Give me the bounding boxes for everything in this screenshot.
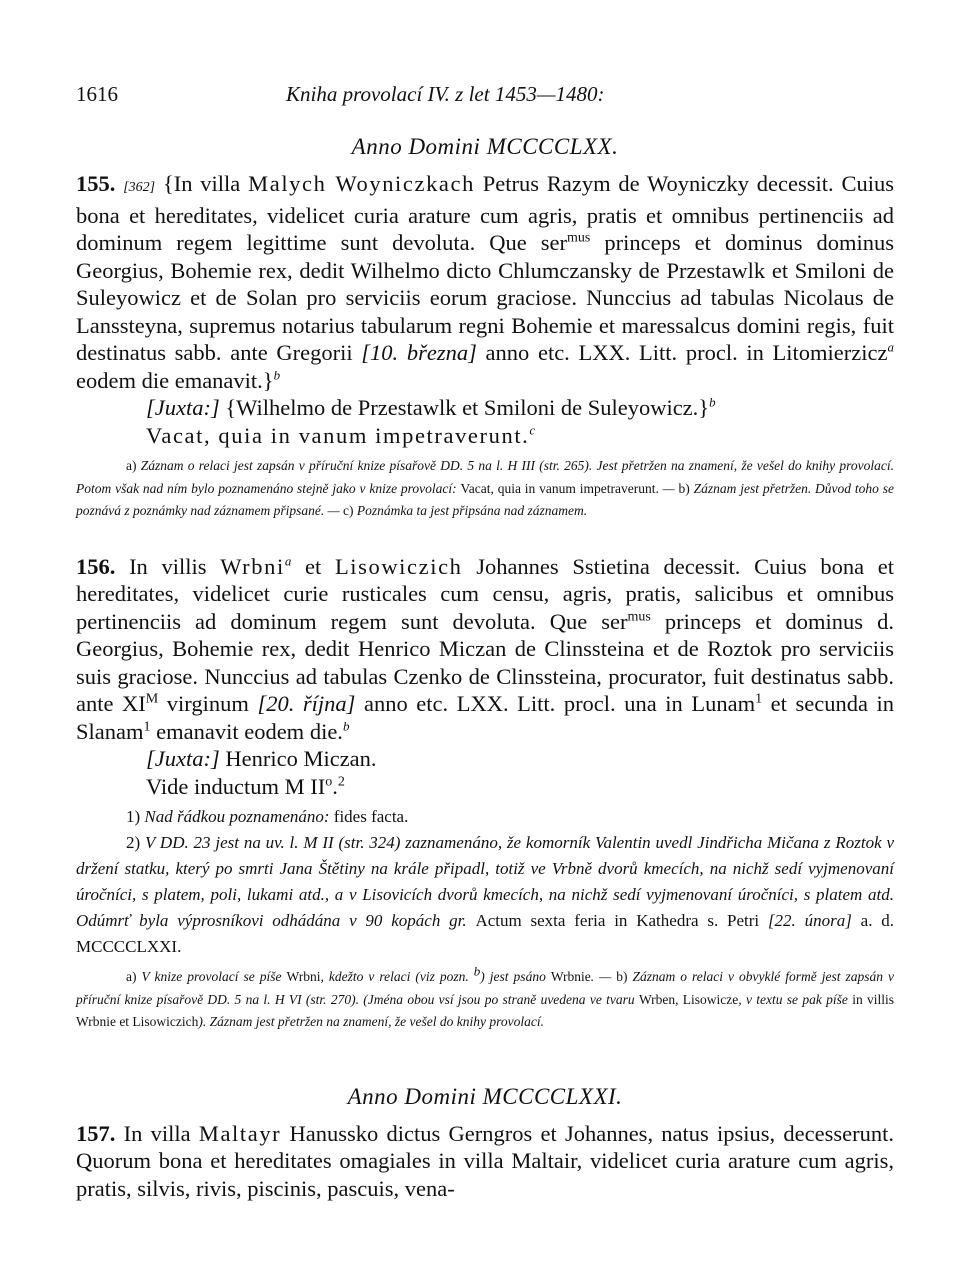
footnote-text: Wrben, Lisowicze: [638, 991, 739, 1007]
juxta-line: [76, 745, 894, 773]
note-mark: b): [616, 969, 628, 984]
footnotes-156-letters: [76, 963, 894, 1034]
entry-text: eodem die emanavit.}: [76, 367, 274, 393]
entry-text: princeps et dominus d. Georgius, Bohemie rex, dedit Henrico Miczan de Clinssteina et de Roztok pro serviciis suis graciose. Nunccius ad tabulas Czenko de Clinssteina, procurator, fuit destinatus sabb. ante XI: [76, 608, 894, 716]
date-note: [20. října]: [257, 691, 356, 716]
footnote-text: , kdežto v relaci (viz pozn.: [320, 969, 474, 984]
page-number: 1616: [76, 82, 118, 106]
document-page: [76, 82, 894, 1202]
entry-157: [76, 1120, 894, 1203]
superscript: M: [145, 691, 159, 707]
footnote-ref: 1: [755, 691, 763, 707]
entry-text: et: [291, 553, 335, 579]
footnote-text: Záznam o relaci jest zapsán v příruční knize písařově DD. 5 na l. H III (str. 265). Jest přetržen na znamení, že vešel do knihy provolací. Potom však nad ním bylo poznamenáno stejně jako v knize provolací:: [76, 458, 894, 496]
entry-text: virginum: [158, 691, 258, 716]
footnote-text: Actum sexta feria in Kathedra s. Petri: [475, 911, 768, 930]
note-mark: b: [709, 394, 716, 410]
footnote-text: Wrbni: [286, 969, 321, 984]
note-mark: 2): [126, 833, 141, 852]
juxta-text: Henrico Miczan.: [219, 746, 377, 771]
date-note: [22. února]: [767, 911, 852, 930]
footnote-ref: 2: [337, 774, 345, 789]
vacat-line: [76, 422, 894, 450]
entry-text: emanavit eodem die.: [150, 718, 343, 744]
vide-text: Vide inductum M II: [146, 773, 326, 799]
entry-text: et secunda in Slanam: [76, 691, 894, 744]
entry-text: Johannes Sstietina decessit. Cuius bona et hereditates, videlicet curie rusticales cum censu, agris, pratis, salicibus et omnibus pertinenciis ad dominum regem sunt devoluta. Que ser: [76, 553, 894, 634]
year-heading-1471: Anno Domini MCCCCLXXI.: [347, 1083, 623, 1109]
juxta-label: [Juxta:]: [146, 746, 220, 771]
entry-number: 156.: [76, 553, 116, 579]
note-mark: b: [342, 718, 350, 733]
footnote-text: Wrbnie: [550, 969, 591, 984]
note-mark: a: [887, 339, 894, 355]
note-mark: 1): [126, 807, 141, 826]
footnote-text: Záznam o relaci v obvyklé formě jest zapsán v příruční knize písařově DD. 5 na l. H VI (str. 270). (Jména obou vsí jsou po straně uvedena ve tvaru: [76, 969, 894, 1007]
footnote-text: in villis Wrbnie et Lisowiczich: [76, 991, 894, 1029]
footnotes-155: [76, 455, 894, 523]
superscript: mus: [627, 609, 651, 624]
footnote-text: ). Záznam jest přetržen na znamení, že vešel do knihy provolací.: [198, 1014, 544, 1029]
place-name: Maltayr: [198, 1120, 282, 1146]
entry-text: anno etc. LXX. Litt. procl. una in Lunam: [355, 691, 756, 716]
place-name: Wrbni: [220, 553, 285, 579]
date-note: [10. března]: [361, 340, 477, 365]
juxta-line: [76, 394, 894, 422]
entry-number: 155.: [76, 171, 116, 196]
place-name: Lisowiczich: [334, 553, 463, 579]
entry-text: Petrus Razym de Woyniczky decessit. Cuius bona et hereditates, videlicet curia arature cum agris, pratis et omnibus pertinenciis ad dominum regem legittime sunt devoluta. Que ser: [76, 171, 894, 255]
place-name: Malych Woyniczkach: [248, 171, 475, 196]
vacat-text: Vacat, quia in vanum impetraverunt.: [146, 422, 530, 448]
footnote-text: Poznámka ta jest připsána nad záznamem.: [353, 503, 588, 518]
footnote-text: a. d. MCCCCLXXI.: [76, 911, 895, 956]
note-mark: c): [343, 503, 354, 518]
note-mark: b: [473, 963, 481, 979]
entry-text: anno etc. LXX. Litt. procl. in Litomierzicz: [476, 340, 888, 365]
entry-text: {In villa: [162, 171, 249, 196]
footnote-text: V DD. 23 jest na uv. l. M II (str. 324) zaznamenáno, že komorník Valentin uvedl Jindřicha Mičana z Roztok v držení statku, který po smrti Jana Štětiny na krále připadl, totiž ve Vrbně dvorů kmecích, na nichž sedí vyjmenovaní úročníci, s platem, poli, lukami atd., a v Lisovicích dvorů kmecích, na nichž sedí vyjmenovaní úročníci, s platem atd. Odúmrť byla výprosníkovi odhádána v 90 kopách gr.: [76, 833, 894, 930]
folio-ref: [362]: [123, 180, 156, 195]
note-mark: a): [126, 969, 137, 984]
running-header: [76, 82, 894, 118]
superscript: o: [325, 774, 333, 789]
entry-number: 157.: [76, 1120, 116, 1146]
superscript: mus: [567, 230, 591, 246]
footnotes-156: [76, 804, 894, 960]
footnote-text: fides facta.: [333, 807, 409, 826]
footnote-text: Vacat, quia in vanum impetraverunt.: [460, 480, 659, 496]
footnote-text: V knize provolací se píše: [136, 969, 287, 984]
year-heading-1470: Anno Domini MCCCCLXX.: [351, 134, 619, 159]
footnote-ref: 1: [143, 719, 151, 734]
footnote-text: . —: [590, 969, 617, 984]
entry-text: princeps et dominus dominus Georgius, Bohemie rex, dedit Wilhelmo dicto Chlumczansky de Przestawlk et Smiloni de Suleyowicz et de Solan pro serviciis eorum graciose. Nunccius ad tabulas Nicolaus de Lanssteyna, supremus notarius tabularum regni Bohemie et maressalcus domini regis, fuit destinatus sabb. ante Gregorii: [76, 230, 894, 365]
running-title: Kniha provolací IV. z let 1453—1480:: [286, 82, 605, 106]
vide-line: [76, 773, 894, 801]
footnote-text: , v textu se pak píše: [738, 991, 853, 1007]
note-mark: c: [529, 422, 536, 437]
note-mark: a: [284, 553, 292, 568]
juxta-text: {Wilhelmo de Przestawlk et Smiloni de Suleyowicz.}: [219, 395, 710, 420]
entry-156: [76, 553, 894, 801]
entry-text: Hanussko dictus Gerngros et Johannes, natus ipsius, decesserunt. Quorum bona et hereditates omagiales in villa Maltair, videlicet curia arature cum agris, pratis, silvis, rivis, piscinis, pascuis, vena-: [76, 1120, 895, 1201]
entry-text: In villa: [115, 1120, 199, 1146]
footnote-text: ) jest psáno: [480, 969, 551, 984]
footnote-text: Nad řádkou poznamenáno:: [140, 807, 334, 826]
juxta-label: [Juxta:]: [146, 395, 220, 420]
note-mark: b): [678, 480, 690, 496]
entry-text: In villis: [115, 553, 221, 579]
footnote-text: —: [658, 480, 679, 496]
note-mark: a): [126, 458, 137, 473]
footnote-text: Záznam jest přetržen. Důvod toho se poznává z poznámky nad záznamem připsané. —: [76, 480, 894, 518]
entry-155: [76, 170, 894, 449]
vide-text: .: [332, 773, 338, 799]
note-mark: b: [273, 367, 281, 382]
